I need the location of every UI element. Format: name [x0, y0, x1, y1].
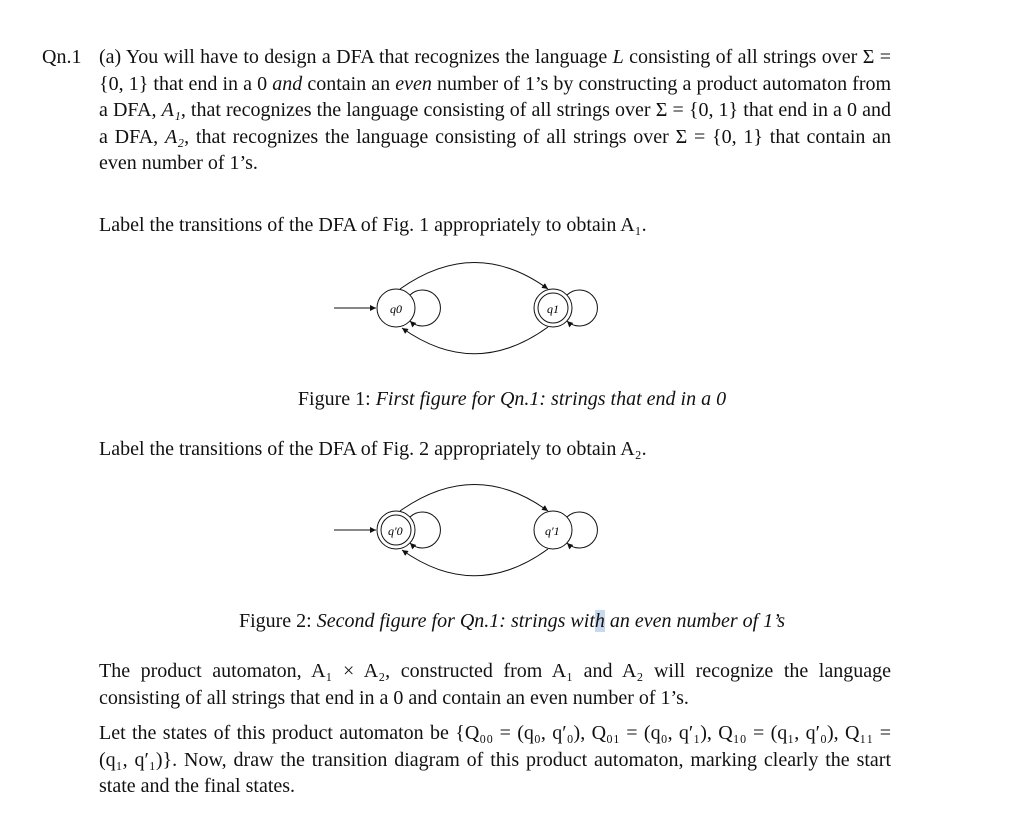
figure-1-dfa — [330, 258, 620, 358]
label-fig1-instruction: Label the transitions of the DFA of Fig. 1 appropriately to obtain A₁. — [99, 214, 647, 236]
sigma-definition-3: Σ = {0, 1} — [675, 125, 763, 148]
automaton-a1: A₁ — [161, 99, 181, 121]
edge-q0-q1 — [400, 263, 548, 290]
part-a-text-4: contain an — [307, 72, 391, 95]
edge-q0p-q1p — [400, 485, 548, 512]
even-emphasis: even — [395, 72, 432, 95]
part-a-text-1: You will have to design a DFA that recognizes the language — [125, 46, 608, 68]
state-q0-label: q0 — [390, 302, 402, 316]
part-a-text-6: , that recognizes the language consisting of all strings over — [180, 99, 651, 121]
edge-q1p-q0p — [402, 549, 548, 576]
part-a-text-7: that end in a 0 and a DFA, — [99, 99, 892, 148]
sigma-definition: Σ = {0, 1} — [99, 46, 892, 95]
part-a-text-3: that end in a 0 — [153, 72, 268, 95]
figure-2-text-a: Second figure for Qn.1: strings wit — [316, 610, 595, 632]
figure-2-caption — [0, 608, 1024, 635]
product-automaton-paragraph: The product automaton, A₁ × A₂, constructed from A₁ and A₂ will recognize the language consisting of all strings that end in a 0 and contain an even number of 1’s. — [99, 660, 891, 709]
states-paragraph: Let the states of this product automaton be {Q₀₀ = (q₀, q′₀), Q₀₁ = (q₀, q′₁), Q₁₀ = (q₁, q′₀), Q₁₁ = (q₁, q′₁)}. Now, draw the transition diagram of this product automaton, marking clearly the start state and the final states. — [99, 722, 891, 797]
part-a-paragraph — [99, 44, 891, 177]
figure-1-text: First figure for Qn.1: strings that end in a 0 — [375, 388, 727, 410]
figure-1-prefix: Figure 1: — [297, 388, 371, 410]
part-a-text-9: that contain an even number of 1’s. — [99, 125, 892, 174]
part-a-text-8: , that recognizes the language consisting of all strings over — [184, 125, 669, 148]
text-selection-highlight: h — [594, 610, 605, 632]
part-a-label: (a) — [99, 46, 122, 68]
question-number: Qn.1 — [42, 46, 82, 68]
part-a-text-5: number of 1’s by constructing a product automaton from a DFA, — [99, 72, 892, 121]
figure-2-dfa — [330, 480, 620, 580]
and-emphasis: and — [272, 72, 303, 95]
figure-2-text-b: an even number of 1’s — [604, 610, 786, 632]
automaton-a2: A₂ — [164, 125, 185, 148]
state-q1-label: q1 — [547, 302, 559, 316]
figure-2-text — [317, 610, 785, 632]
part-a-text-2: consisting of all strings over — [629, 46, 858, 68]
edge-q1-q0 — [402, 327, 548, 354]
figure-2-prefix: Figure 2: — [238, 610, 312, 632]
state-q0-prime-label: q′0 — [388, 524, 403, 538]
language-symbol: L — [612, 46, 624, 68]
label-fig2-instruction: Label the transitions of the DFA of Fig. 2 appropriately to obtain A₂. — [99, 438, 647, 460]
figure-1-caption — [0, 386, 1024, 413]
sigma-definition-2: Σ = {0, 1} — [655, 99, 739, 121]
state-q1-prime-label: q′1 — [545, 524, 560, 538]
